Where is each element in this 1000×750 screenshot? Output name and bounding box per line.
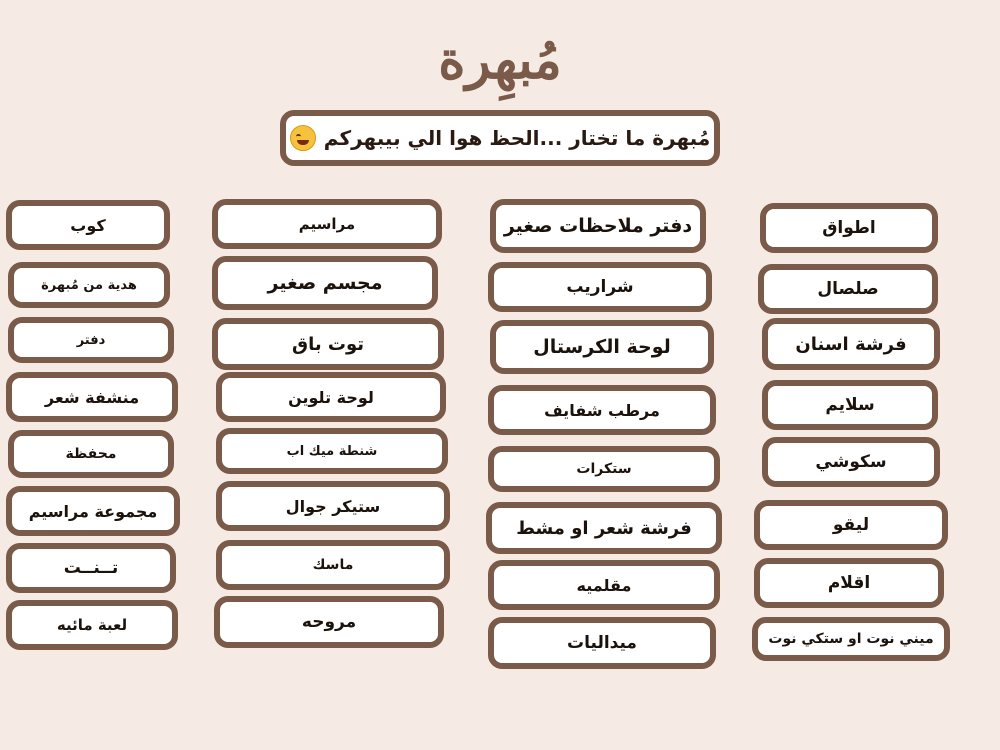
item-box: فرشة اسنان	[762, 318, 940, 370]
grinning-face-icon	[290, 125, 316, 151]
item-box: لوحة الكرستال	[490, 320, 714, 374]
item-box: كوب	[6, 200, 170, 250]
item-box: توت باق	[212, 318, 444, 370]
item-box: صلصال	[758, 264, 938, 314]
item-box: سلايم	[762, 380, 938, 430]
item-box: ستكرات	[488, 446, 720, 492]
item-box: مجسم صغير	[212, 256, 438, 310]
item-box: مراسيم	[212, 199, 442, 249]
item-box: فرشة شعر او مشط	[486, 502, 722, 554]
item-box: شنطة ميك اب	[216, 428, 448, 474]
item-box: مروحه	[214, 596, 444, 648]
item-box: لوحة تلوين	[216, 372, 446, 422]
item-box: شراريب	[488, 262, 712, 312]
item-box: لعبة مائيه	[6, 600, 178, 650]
item-box: مجموعة مراسيم	[6, 486, 180, 536]
item-box: تــنــت	[6, 543, 176, 593]
item-box: منشفة شعر	[6, 372, 178, 422]
item-box: محفظة	[8, 430, 174, 478]
item-box: مرطب شفايف	[488, 385, 716, 435]
item-box: ميداليات	[488, 617, 716, 669]
title-banner	[280, 110, 720, 166]
brand-logo: مُبهِرة	[438, 29, 562, 91]
item-box: اطواق	[760, 203, 938, 253]
item-box: ميني نوت او ستكي نوت	[752, 617, 950, 661]
item-box: ستيكر جوال	[216, 481, 450, 531]
banner-text: مُبهرة ما تختار ...الحظ هوا الي بيبهركم	[323, 126, 711, 150]
item-box: ماسك	[216, 540, 450, 590]
item-box: سكوشي	[762, 437, 940, 487]
item-box: دفتر ملاحظات صغير	[490, 199, 706, 253]
item-box: مقلميه	[488, 560, 720, 610]
item-box: ليقو	[754, 500, 948, 550]
item-box: اقلام	[754, 558, 944, 608]
item-box: دفتر	[8, 317, 174, 363]
item-box: هدية من مُبهرة	[8, 262, 170, 308]
